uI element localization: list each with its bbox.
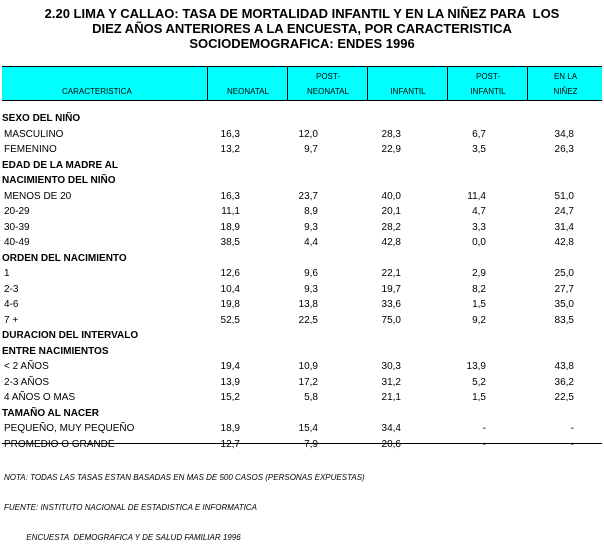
- row-label: < 2 AÑOS: [4, 361, 49, 372]
- post-neonatal-value: 15,4: [298, 423, 318, 434]
- table-row: [2, 142, 602, 158]
- post-infantil-value: 1,5: [472, 392, 486, 403]
- post-neonatal-value: 17,2: [298, 376, 318, 388]
- en-la-ninez-value: 34,8: [554, 128, 574, 140]
- row-label: 30-39: [4, 221, 30, 233]
- post-infantil-value: 9,2: [472, 314, 486, 326]
- neonatal-value: 11,1: [221, 206, 240, 217]
- table-row: [2, 204, 602, 220]
- post-infantil-value: 13,9: [466, 361, 486, 372]
- title-line-3: SOCIODEMOGRAFICA: ENDES 1996: [189, 36, 415, 51]
- en-la-ninez-value: 43,8: [554, 361, 574, 372]
- post-infantil-value: 2,9: [472, 268, 486, 279]
- row-label: MASCULINO: [4, 128, 64, 140]
- table-notes: [4, 453, 365, 553]
- section-header-row: [2, 344, 602, 360]
- table-row: [2, 437, 602, 453]
- en-la-ninez-value: 83,5: [554, 314, 574, 326]
- section-label: SEXO DEL NIÑO: [2, 113, 81, 124]
- infantil-value: 28,2: [381, 221, 401, 233]
- post-infantil-value: 5,2: [472, 376, 486, 388]
- row-label: 2-3 AÑOS: [4, 376, 50, 388]
- post-neonatal-value: 9,3: [304, 283, 318, 295]
- post-infantil-value: 4,7: [472, 206, 486, 217]
- infantil-value: 34,4: [381, 423, 401, 434]
- neonatal-value: 16,3: [220, 190, 240, 202]
- post-infantil-value: 3,5: [472, 144, 486, 155]
- infantil-value: 42,8: [381, 237, 401, 248]
- section-header-row: [2, 251, 602, 267]
- row-label: 4 AÑOS O MAS: [4, 392, 76, 403]
- row-label: 7 +: [4, 314, 19, 326]
- header-caracteristica: CARACTERISTICA: [62, 87, 132, 96]
- source-text-2: ENCUESTA DEMOGRAFICA Y DE SALUD FAMILIAR 1996: [4, 533, 241, 542]
- post-neonatal-value: 9,6: [304, 268, 318, 279]
- row-label: 40-49: [4, 237, 30, 248]
- en-la-ninez-value: 35,0: [554, 299, 574, 310]
- infantil-value: 22,1: [381, 268, 401, 279]
- neonatal-value: 52,5: [220, 314, 240, 326]
- table-row: [2, 375, 602, 391]
- infantil-value: 21,1: [381, 392, 401, 403]
- table-row: [2, 266, 602, 282]
- section-label: ENTRE NACIMIENTOS: [2, 345, 109, 357]
- section-header-row: [2, 173, 602, 189]
- infantil-value: 19,7: [381, 283, 401, 295]
- row-label: 2-3: [4, 283, 19, 295]
- header-en-la-ninez: EN LA NIÑEZ: [527, 67, 603, 100]
- en-la-ninez-value: 31,4: [554, 221, 574, 233]
- post-neonatal-value: 5,8: [304, 392, 318, 403]
- row-label: FEMENINO: [4, 144, 57, 155]
- row-label: PEQUEÑO, MUY PEQUEÑO: [4, 423, 135, 434]
- table-row: [2, 189, 602, 205]
- neonatal-value: 10,4: [220, 283, 240, 295]
- table-row: [2, 235, 602, 251]
- en-la-ninez-value: -: [570, 438, 574, 450]
- post-infantil-value: -: [482, 423, 486, 434]
- section-header-row: [2, 406, 602, 422]
- table-row: [2, 421, 602, 437]
- title-line-2: DIEZ AÑOS ANTERIORES A LA ENCUESTA, POR CARACTERISTICA: [92, 21, 512, 36]
- section-label: NACIMIENTO DEL NIÑO: [2, 175, 116, 186]
- neonatal-value: 12,6: [220, 268, 240, 279]
- row-label: MENOS DE 20: [4, 190, 72, 202]
- title-line-1: 2.20 LIMA Y CALLAO: TASA DE MORTALIDAD INFANTIL Y EN LA NIÑEZ PARA LOS: [44, 6, 560, 21]
- section-header-row: [2, 328, 602, 344]
- row-label: 4-6: [4, 299, 19, 310]
- neonatal-value: 12,7: [220, 438, 240, 450]
- row-label: 1: [4, 268, 10, 279]
- en-la-ninez-value: -: [570, 423, 574, 434]
- en-la-ninez-value: 36,2: [554, 376, 574, 388]
- table-row: [2, 313, 602, 329]
- table-row: [2, 282, 602, 298]
- header-infantil: INFANTIL: [367, 67, 448, 100]
- en-la-ninez-value: 51,0: [554, 190, 574, 202]
- section-header-row: [2, 111, 602, 127]
- post-neonatal-value: 4,4: [304, 237, 318, 248]
- infantil-value: 30,3: [381, 361, 401, 372]
- post-infantil-value: 6,7: [472, 128, 486, 140]
- en-la-ninez-value: 27,7: [554, 283, 574, 295]
- post-neonatal-value: 13,8: [298, 299, 318, 310]
- neonatal-value: 38,5: [220, 237, 240, 248]
- infantil-value: 28,3: [381, 128, 401, 140]
- neonatal-value: 15,2: [220, 392, 240, 403]
- en-la-ninez-value: 22,5: [554, 392, 574, 403]
- neonatal-value: 16,3: [220, 128, 240, 140]
- section-label: ORDEN DEL NACIMIENTO: [2, 252, 127, 264]
- post-infantil-value: -: [482, 438, 486, 450]
- post-infantil-value: 8,2: [472, 283, 486, 295]
- infantil-value: 22,9: [381, 144, 401, 155]
- table-header: [2, 66, 602, 101]
- neonatal-value: 13,9: [220, 376, 240, 388]
- header-post-neonatal: POST- NEONATAL: [287, 67, 368, 100]
- neonatal-value: 19,4: [220, 361, 240, 372]
- row-label: PROMEDIO O GRANDE: [4, 438, 115, 450]
- table-title: [0, 6, 604, 51]
- infantil-value: 20,6: [381, 438, 401, 450]
- header-post-infantil: POST- INFANTIL: [447, 67, 528, 100]
- table-bottom-rule: [2, 443, 602, 444]
- post-neonatal-value: 12,0: [298, 128, 318, 140]
- table-row: [2, 297, 602, 313]
- infantil-value: 20,1: [381, 206, 401, 217]
- post-neonatal-value: 9,3: [304, 221, 318, 233]
- en-la-ninez-value: 25,0: [554, 268, 574, 279]
- neonatal-value: 19,8: [220, 299, 240, 310]
- post-neonatal-value: 10,9: [298, 361, 318, 372]
- section-label: EDAD DE LA MADRE AL: [2, 159, 118, 171]
- source-text: FUENTE: INSTITUTO NACIONAL DE ESTADISTICA E INFORMATICA: [4, 503, 257, 512]
- neonatal-value: 13,2: [220, 144, 240, 155]
- row-label: 20-29: [4, 206, 30, 217]
- post-neonatal-value: 7,9: [304, 438, 318, 450]
- post-neonatal-value: 8,9: [304, 206, 318, 217]
- infantil-value: 33,6: [381, 299, 401, 310]
- neonatal-value: 18,9: [220, 221, 240, 233]
- section-label: TAMAÑO AL NACER: [2, 407, 100, 419]
- section-header-row: [2, 158, 602, 174]
- header-neonatal: NEONATAL: [207, 67, 288, 100]
- infantil-value: 31,2: [381, 376, 401, 388]
- post-neonatal-value: 23,7: [298, 190, 318, 202]
- infantil-value: 40,0: [381, 190, 401, 202]
- table-row: [2, 220, 602, 236]
- en-la-ninez-value: 24,7: [554, 206, 574, 217]
- neonatal-value: 18,9: [220, 423, 240, 434]
- post-neonatal-value: 22,5: [298, 314, 318, 326]
- table-row: [2, 127, 602, 143]
- section-label: DURACION DEL INTERVALO: [2, 330, 139, 341]
- table-row: [2, 390, 602, 406]
- table-body: [2, 111, 602, 452]
- post-infantil-value: 0,0: [472, 237, 486, 248]
- post-infantil-value: 1,5: [472, 299, 486, 310]
- en-la-ninez-value: 26,3: [554, 144, 574, 155]
- table-row: [2, 359, 602, 375]
- infantil-value: 75,0: [381, 314, 401, 326]
- post-neonatal-value: 9,7: [304, 144, 318, 155]
- post-infantil-value: 11,4: [467, 190, 486, 202]
- post-infantil-value: 3,3: [472, 221, 486, 233]
- en-la-ninez-value: 42,8: [554, 237, 574, 248]
- note-text: NOTA: TODAS LAS TASAS ESTAN BASADAS EN MAS DE 500 CASOS (PERSONAS EXPUESTAS): [4, 473, 365, 482]
